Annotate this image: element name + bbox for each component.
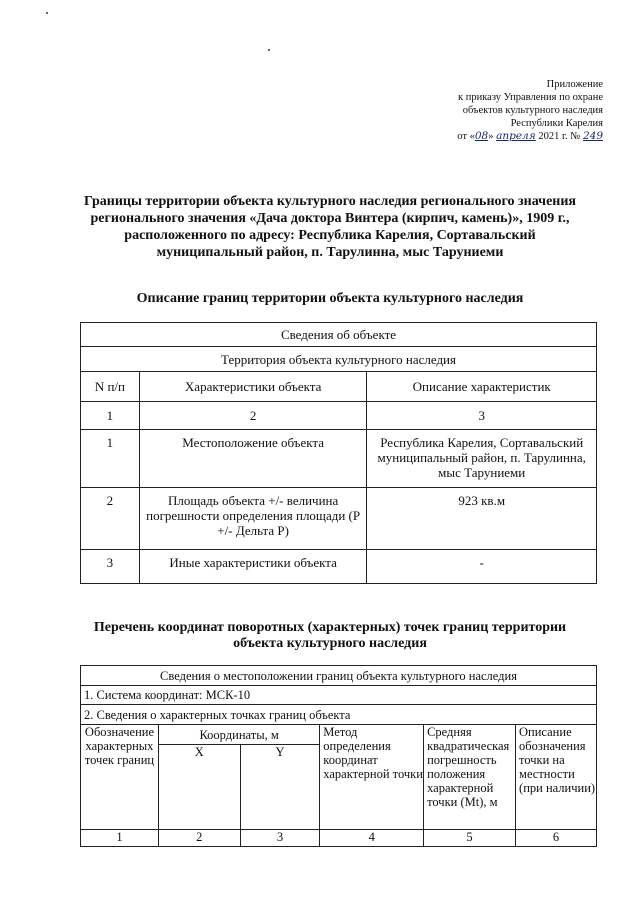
row-description: Республика Карелия, Сортавальский муниципальный район, п. Тарулинна, мыс Таруниеми: [367, 430, 597, 488]
section1-heading: Описание границ территории объекта культурного наследия: [136, 291, 524, 306]
coordinates-table: [80, 665, 597, 847]
col-header-description: Описание характеристик: [367, 372, 597, 402]
points-header: 2. Сведения о характерных точках границ объекта: [81, 705, 597, 725]
annex-block: [363, 78, 603, 143]
annex-line: Республики Карелия: [510, 118, 603, 129]
annex-line: Приложение: [546, 79, 603, 90]
col-header-characteristic: Характеристики объекта: [139, 372, 367, 402]
row-characteristic: Иные характеристики объекта: [139, 550, 367, 584]
col-header-x: X: [158, 745, 240, 830]
col-number: 3: [367, 402, 597, 430]
title-line: расположенного по адресу: Республика Карелия, Сортавальский: [124, 228, 536, 243]
col-header-coordinates: Координаты, м: [158, 725, 319, 745]
location-header: Сведения о местоположении границ объекта культурного наследия: [81, 666, 597, 686]
col-number: 2: [139, 402, 367, 430]
object-info-table: [80, 322, 597, 584]
col-header-designation: Обозначение характерных точек границ: [81, 725, 159, 830]
col-header-method: Метод определения координат характерной точки: [320, 725, 424, 830]
heading-line: Перечень координат поворотных (характерных) точек границ территории: [93, 620, 567, 635]
row-number: 2: [81, 488, 140, 550]
col-header-y: Y: [240, 745, 320, 830]
heading-line: объекта культурного наследия: [233, 636, 427, 651]
col-header-point-description: Описание обозначения точки на местности (при наличии): [516, 725, 597, 830]
coord-system: 1. Система координат: МСК-10: [81, 686, 597, 705]
annex-line: к приказу Управления по охране: [458, 92, 603, 103]
row-description: -: [367, 550, 597, 584]
row-characteristic: Площадь объекта +/- величина погрешности определения площади (P +/- Дельта P): [139, 488, 367, 550]
scan-speck: [268, 49, 270, 51]
col-number: 3: [240, 830, 320, 847]
col-number: 5: [424, 830, 516, 847]
col-header-error: Средняя квадратическая погрешность положения характерной точки (Mt), м: [424, 725, 516, 830]
scan-speck: [46, 12, 48, 14]
col-number: 4: [320, 830, 424, 847]
row-number: 3: [81, 550, 140, 584]
col-number: 1: [81, 830, 159, 847]
document-title: [80, 193, 580, 261]
territory-header: Территория объекта культурного наследия: [81, 347, 597, 372]
date-year: 2021 г. №: [535, 131, 583, 142]
info-header: Сведения об объекте: [81, 323, 597, 347]
handwritten-day: 08: [474, 130, 489, 142]
handwritten-month: апреля: [496, 130, 536, 142]
row-number: 1: [81, 430, 140, 488]
annex-date-line: [363, 130, 603, 143]
table-row: [81, 488, 597, 550]
title-line: муниципальный район, п. Тарулинна, мыс Таруниеми: [156, 245, 504, 260]
title-line: регионального значения «Дача доктора Винтера (кирпич, камень)», 1909 г.,: [90, 211, 570, 226]
annex-line: объектов культурного наследия: [462, 105, 603, 116]
col-number: 2: [158, 830, 240, 847]
title-line: Границы территории объекта культурного наследия регионального значения: [83, 194, 576, 209]
col-number: 1: [81, 402, 140, 430]
col-header-number: N п/п: [81, 372, 140, 402]
handwritten-number: 249: [582, 130, 603, 142]
section2-heading: [80, 620, 580, 652]
row-characteristic: Местоположение объекта: [139, 430, 367, 488]
date-mid: »: [488, 131, 497, 142]
date-prefix: от «: [457, 131, 475, 142]
col-number: 6: [516, 830, 597, 847]
table-row: [81, 550, 597, 584]
table-row: [81, 430, 597, 488]
row-description: 923 кв.м: [367, 488, 597, 550]
